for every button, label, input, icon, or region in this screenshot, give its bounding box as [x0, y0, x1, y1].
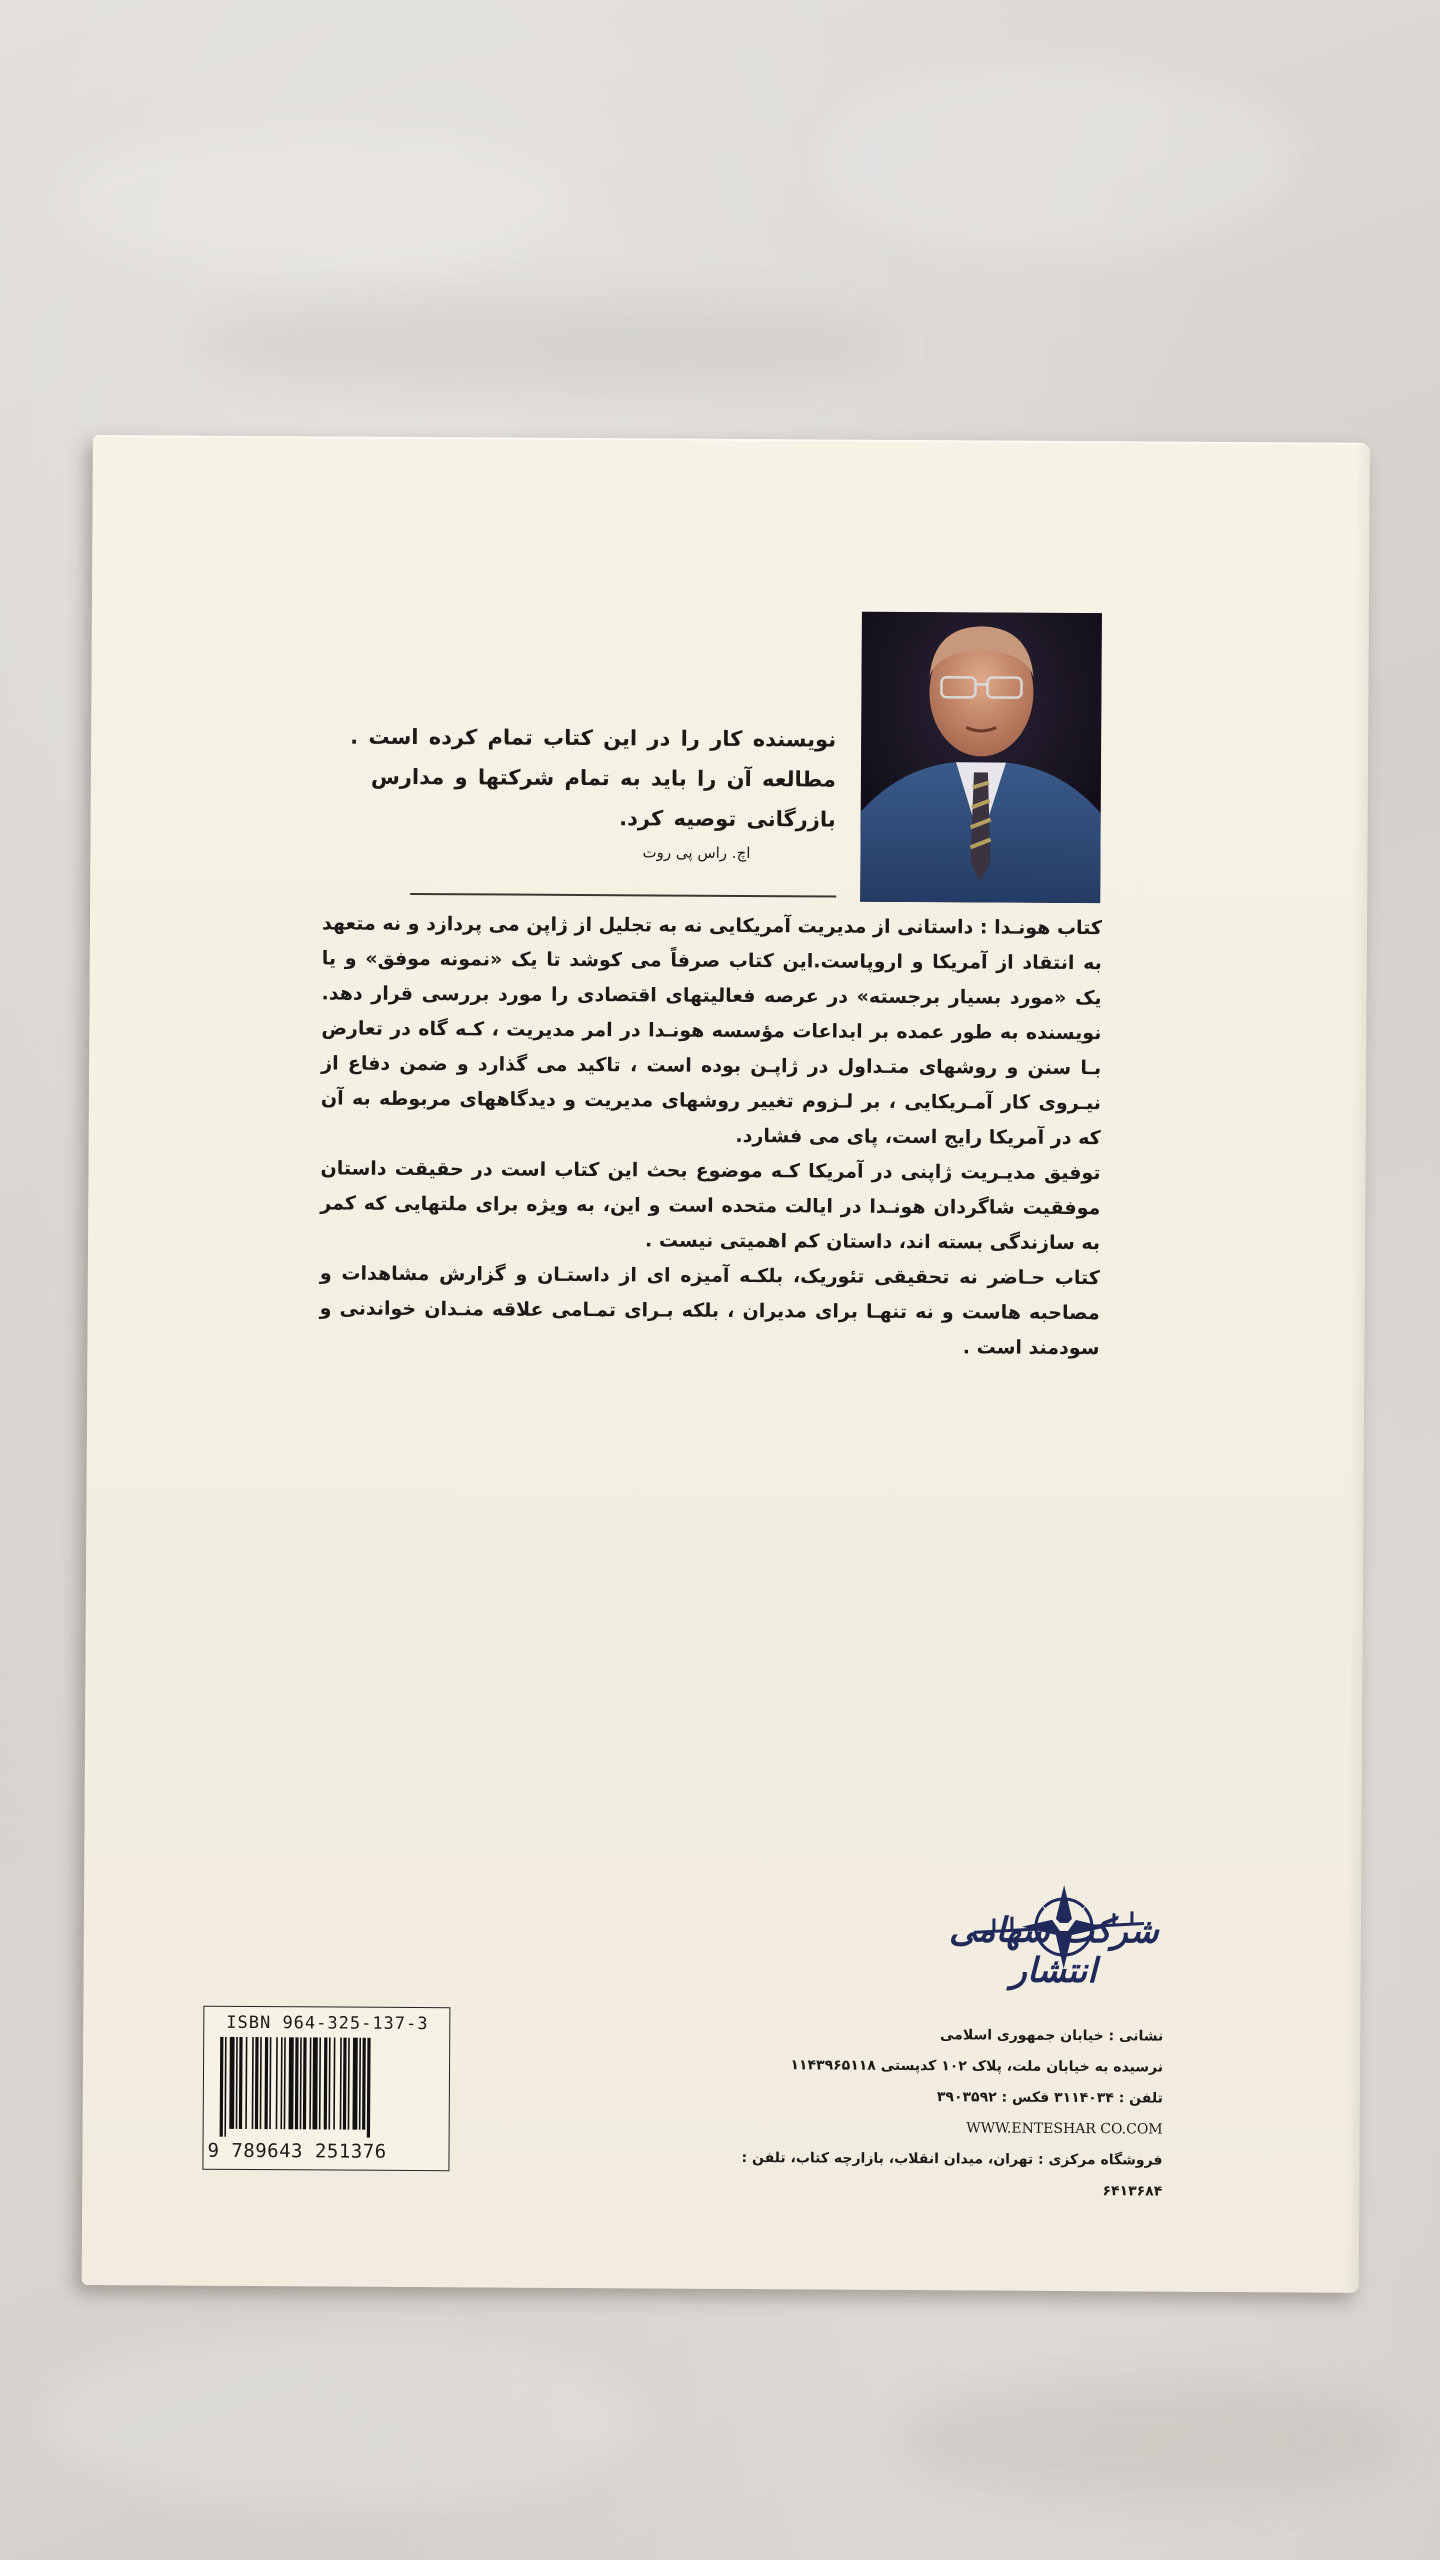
author-photo	[860, 612, 1102, 903]
barcode-bar	[359, 2038, 361, 2130]
endorsement-quote	[331, 716, 837, 839]
barcode-bar	[367, 2038, 371, 2138]
barcode-bar	[229, 2037, 234, 2129]
barcode-bar	[300, 2037, 302, 2129]
barcode-bar	[236, 2037, 238, 2129]
barcode-bar	[264, 2037, 268, 2129]
barcode-bar	[328, 2037, 330, 2129]
barcode-bar	[348, 2038, 350, 2130]
barcode-bar	[280, 2037, 282, 2129]
barcode-bar	[303, 2037, 307, 2129]
barcode-bar	[309, 2037, 311, 2129]
barcode-bar	[220, 2037, 224, 2137]
barcode-bar	[269, 2037, 271, 2129]
fabric-shadow	[200, 300, 900, 390]
barcode-bar	[340, 2038, 342, 2130]
barcode-bar	[239, 2037, 243, 2129]
barcode-bar	[295, 2037, 299, 2129]
fabric-highlight	[820, 60, 1300, 260]
address-line: فروشگاه مرکزی : تهران، میدان انقلاب، بازارچه کتاب، تلفن : ۶۴۱۳۶۸۴	[741, 2149, 1163, 2200]
quote-divider	[410, 893, 836, 897]
ean-number: 9 789643 251376	[207, 2139, 387, 2163]
description-paragraph: کتاب حـاضر نه تحقیقی تئوریک، بلکـه آمیزه ای از داستـان و گزارش مشاهدات و مصاحبه هاست و نه تنهـا برای مدیران ، بلکه بـرای تمـامی علاقه منـدان خواندنی و سودمند است .	[319, 1262, 1100, 1360]
barcode-bar	[288, 2037, 293, 2129]
address-line: نرسیده به خیابان ملت، پلاک ۱۰۲ کدپستی ۱۱۴۳۹۶۵۱۱۸	[790, 2057, 1164, 2076]
barcode-bar	[343, 2038, 347, 2130]
barcode-bar	[245, 2037, 247, 2129]
fabric-highlight	[60, 120, 580, 280]
isbn-label: ISBN 964-325-137-3	[226, 2012, 429, 2035]
barcode-bar	[362, 2038, 366, 2130]
fabric-shadow	[900, 2380, 1400, 2500]
website-line: WWW.ENTESHAR CO.COM	[966, 2120, 1163, 2138]
barcode-bar	[352, 2038, 357, 2130]
publisher-logo-text: شرکت سهامی انتشار	[948, 1910, 1159, 1992]
barcode-bar	[276, 2037, 278, 2129]
barcode-bar	[260, 2037, 262, 2129]
description-paragraph: کتاب هونـدا : داستانی از مدیریت آمریکایی نه به تجلیل از ژاپن می پردازد و نه متعهد به انتقاد از آمریکا و اروپاست.این کتاب صرفاً می کوشد تا یک «نمونه موفق» و یا یک «مورد بسیار برجسته» در عرصه فعالیتهای اقتصادی را مورد بررسی قرار دهد. نویسنده به طور عمده بر ابداعات مؤسسه هونـدا در امر مدیریت ، کـه گاه در تعارض بـا سنن و روشهای متـداول در ژاپـن بوده است ، تاکید می گذارد و ضمن دفاع از نیـروی کار آمـریکایی ، بر لـزوم تغییر روشهای مدیریت و دیدگاههای مربوطه به آن که در آمریکا رایج است، پای می فشارد.	[320, 912, 1103, 1150]
barcode-bar	[312, 2037, 317, 2129]
isbn-barcode	[202, 2006, 450, 2172]
address-line: نشانی : خیابان جمهوری اسلامی	[939, 2027, 1164, 2045]
barcode-bar	[333, 2038, 335, 2130]
barcode-bar	[284, 2037, 286, 2129]
author-portrait-image	[860, 612, 1102, 903]
publisher-address	[707, 2019, 1163, 2208]
barcode-bar	[319, 2037, 321, 2129]
address-line: تلفن : ۳۱۱۴۰۳۴ فکس : ۳۹۰۳۵۹۲	[936, 2089, 1163, 2107]
barcode-bars	[218, 2037, 439, 2138]
barcode-bar	[324, 2037, 328, 2129]
barcode-bar	[224, 2037, 226, 2137]
quote-author: اچ. راس پی روت	[642, 843, 751, 863]
barcode-bar	[252, 2037, 254, 2129]
fabric-highlight	[40, 2330, 640, 2510]
description-paragraph: توفیق مدیـریت ژاپنی در آمریکا کـه موضوع بحث این کتاب است در حقیقت داستان موفقیت شاگردان هونـدا در ایالت متحده است و این، به ویژه برای ملتهایی که کمر به سازندگی بسته اند، داستان کم اهمیتی نیست .	[320, 1157, 1101, 1255]
quote-line: بازرگانی توصیه کرد.	[619, 806, 836, 832]
barcode-bar	[255, 2037, 259, 2129]
quote-line: مطالعه آن را باید به تمام شرکتها و مدارس	[370, 764, 836, 792]
quote-line: نویسنده کار را در این کتاب تمام کرده است .	[350, 724, 837, 752]
book-description	[319, 906, 1102, 1366]
book-back-cover	[82, 435, 1370, 2293]
